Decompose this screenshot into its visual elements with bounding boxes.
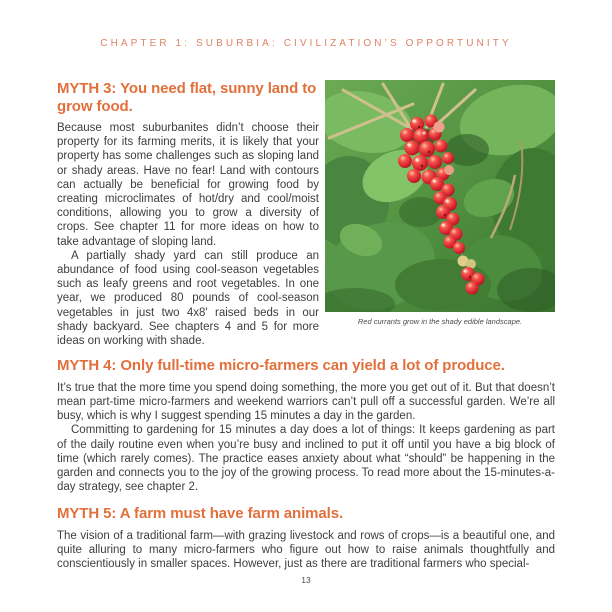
myth5-section (57, 505, 555, 571)
page-number: 13 (301, 575, 311, 585)
red-currants-photo-image (325, 80, 555, 312)
myth3-paragraph-1: Because most suburbanites didn’t choose their property for its farming merits, it is likely that your property has some challenges such as sloping land or shady areas. Have no fear! Land with contours can actually be beneficial for growing food by creating microclimates of hot/dry and cool/moist conditions, allowing you to grow a diversity of crops. See chapter 11 for more ideas on how to take advantage of sloping land. (57, 122, 319, 248)
myth4-section (57, 357, 555, 494)
myth4-paragraph-1: It’s true that the more time you spend doing something, the more you get out of it. But that doesn’t mean part-time micro-farmers and weekend warriors can’t pull off a successful garden. We’re all busy, which is why I suggest spending 15 minutes a day in the garden. (57, 381, 555, 423)
red-currants-photo (325, 80, 555, 312)
myth3-paragraph-2: A partially shady yard can still produce an abundance of food using cool-season vegetables such as leafy greens and root vegetables. In one year, we produced 80 pounds of cool-season vegetables in just two 4x8' raised beds in our shady backyard. See chapters 4 and 5 for more ideas on working with shade. (57, 249, 319, 348)
photo-caption: Red currants grow in the shady edible landscape. (357, 317, 523, 326)
right-column (325, 80, 555, 348)
myth5-paragraph-1: The vision of a traditional farm—with grazing livestock and rows of crops—is a beautiful one, and quite alluring to many micro-farmers who figure out how to raise animals thoughtfully and conscientiously in smaller spaces. However, just as there are traditional farmers who special- (57, 529, 555, 571)
chapter-header: CHAPTER 1: SUBURBIA: CIVILIZATION’S OPPORTUNITY (100, 38, 512, 49)
myth4-paragraph-2: Committing to gardening for 15 minutes a day does a lot of things: It keeps gardening as part of the daily routine even when you’re busy and inclined to put it off until you have a big block of time (which rarely comes). The practice eases anxiety about what “should” be happening in the garden and connects you to the joy of the growing process. To read more about the 15-minutes-a-day strategy, see chapter 2. (57, 424, 555, 494)
myth3-body (57, 121, 319, 348)
myth4-body (57, 381, 555, 495)
myth4-heading: MYTH 4: Only full-time micro-farmers can yield a lot of produce. (57, 357, 505, 375)
left-column (57, 80, 319, 348)
myth5-body (57, 529, 555, 572)
myth5-heading: MYTH 5: A farm must have farm animals. (57, 505, 344, 523)
myth3-heading: MYTH 3: You need flat, sunny land to grow food. (57, 80, 317, 115)
two-column-section (57, 80, 555, 348)
